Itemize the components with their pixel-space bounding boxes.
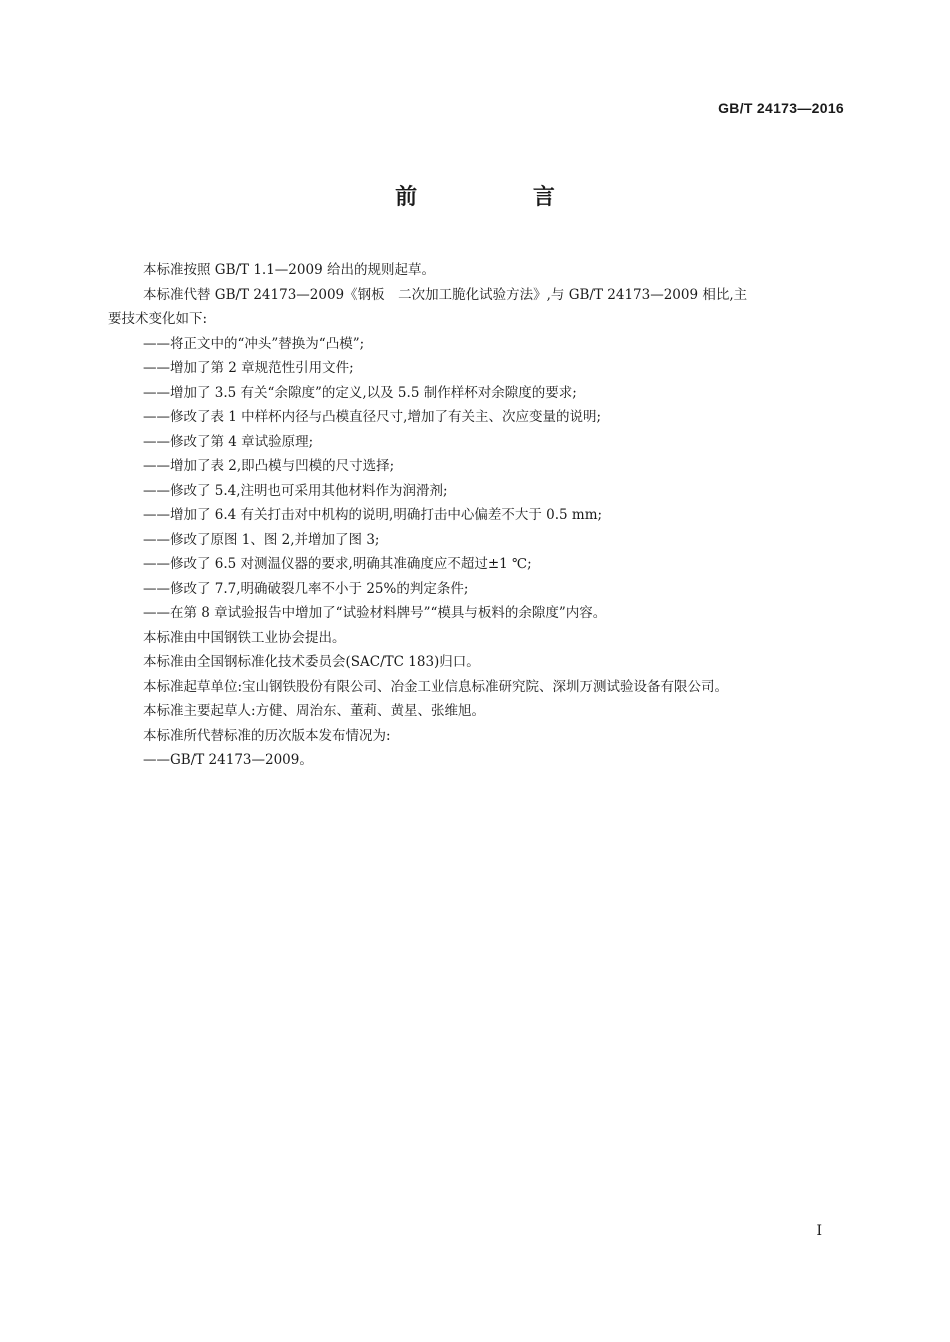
drafting-rule-paragraph: 本标准按照 GB/T 1.1—2009 给出的规则起草。	[143, 262, 435, 278]
replacement-paragraph-continued: 要技术变化如下:	[108, 311, 208, 327]
change-item: ——增加了 6.4 有关打击对中机构的说明,明确打击中心偏差不大于 0.5 mm;	[143, 507, 603, 523]
foreword-body	[108, 258, 846, 773]
change-item: ——修改了表 1 中样杯内径与凸模直径尺寸,增加了有关主、次应变量的说明;	[143, 409, 602, 425]
proposed-by-paragraph: 本标准由中国钢铁工业协会提出。	[143, 629, 346, 646]
change-item: ——修改了原图 1、图 2,并增加了图 3;	[143, 531, 380, 548]
drafting-units-paragraph: 本标准起草单位:宝山钢铁股份有限公司、冶金工业信息标准研究院、深圳万测试验设备有限公司。	[143, 678, 729, 695]
standard-code-header: GB/T 24173—2016	[718, 100, 844, 116]
change-item: ——修改了 6.5 对测温仪器的要求,明确其准确度应不超过±1 ℃;	[143, 556, 532, 572]
change-item: ——增加了表 2,即凸模与凹模的尺寸选择;	[143, 458, 395, 474]
change-item: ——将正文中的“冲头”替换为“凸模”;	[143, 335, 365, 352]
replacement-paragraph: 本标准代替 GB/T 24173—2009《钢板 二次加工脆化试验方法》,与 GB/T 24173—2009 相比,主	[143, 286, 748, 303]
history-item: ——GB/T 24173—2009。	[143, 752, 313, 768]
page-number: I	[816, 1223, 822, 1239]
change-item: ——增加了 3.5 有关“余隙度”的定义,以及 5.5 制作样杯对余隙度的要求;	[143, 384, 577, 401]
change-item: ——在第 8 章试验报告中增加了“试验材料牌号”“模具与板料的余隙度”内容。	[143, 605, 607, 621]
centralized-by-paragraph: 本标准由全国钢标准化技术委员会(SAC/TC 183)归口。	[143, 654, 480, 670]
change-item: ——修改了 5.4,注明也可采用其他材料作为润滑剂;	[143, 482, 448, 499]
change-item: ——修改了第 4 章试验原理;	[143, 433, 314, 450]
change-item: ——增加了第 2 章规范性引用文件;	[143, 360, 354, 376]
page-title: 前 言	[395, 185, 609, 210]
drafters-paragraph: 本标准主要起草人:方健、周治东、董莉、黄星、张维旭。	[143, 703, 486, 719]
history-intro-paragraph: 本标准所代替标准的历次版本发布情况为:	[143, 727, 391, 744]
change-item: ——修改了 7.7,明确破裂几率不小于 25%的判定条件;	[143, 580, 469, 597]
